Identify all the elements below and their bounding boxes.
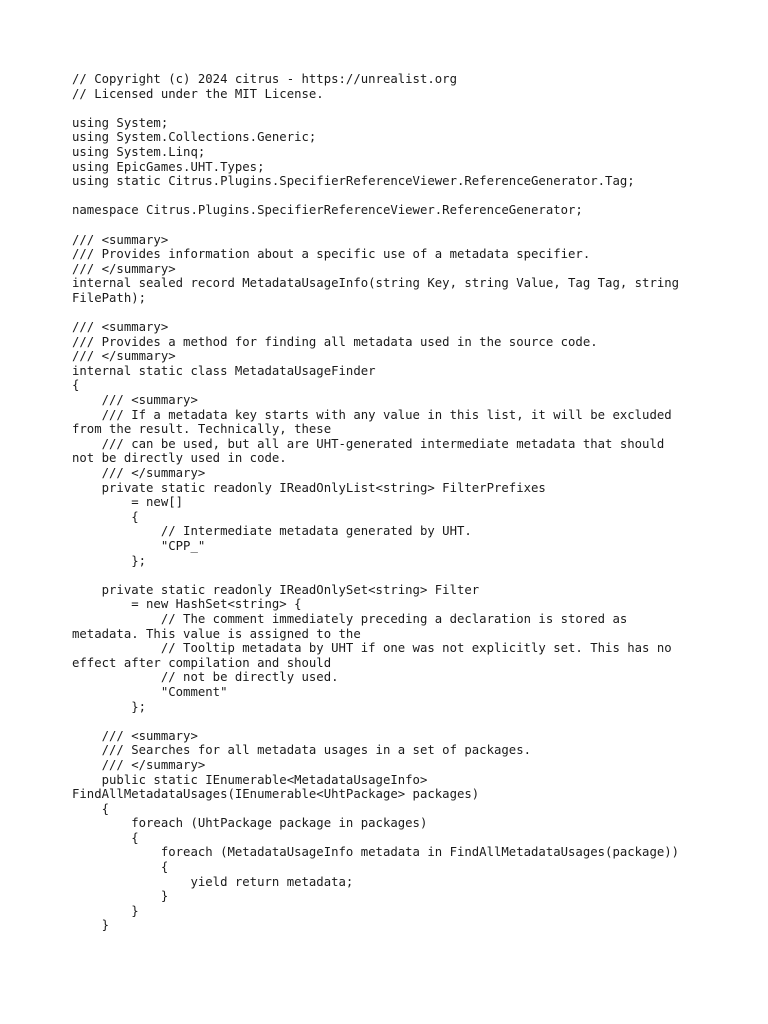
code-line	[72, 568, 712, 583]
code-line: // Licensed under the MIT License.	[72, 86, 324, 101]
code-line: // Copyright (c) 2024 citrus - https://unrealist.org	[72, 72, 457, 86]
code-line: }	[72, 918, 110, 933]
code-line	[72, 189, 712, 204]
code-line: = new HashSet<string> {	[72, 597, 302, 612]
code-line: /// If a metadata key starts with any value in this list, it will be excluded	[72, 407, 672, 422]
code-line: internal sealed record MetadataUsageInfo(string Key, string Value, Tag Tag, string	[72, 276, 680, 291]
code-line: FilePath);	[72, 290, 147, 305]
code-line: using System.Linq;	[72, 144, 206, 159]
code-line: /// </summary>	[72, 261, 176, 276]
code-line: /// <summary>	[72, 728, 198, 743]
code-line: using System.Collections.Generic;	[72, 130, 317, 145]
code-line: foreach (UhtPackage package in packages)	[72, 816, 428, 831]
code-line: /// Searches for all metadata usages in a set of packages.	[72, 743, 532, 758]
code-line: namespace Citrus.Plugins.SpecifierReferenceViewer.ReferenceGenerator;	[72, 203, 583, 218]
code-line: /// </summary>	[72, 466, 206, 481]
code-line: private static readonly IReadOnlyList<string> FilterPrefixes	[72, 480, 546, 495]
code-line: {	[72, 860, 169, 875]
code-line: using System;	[72, 115, 169, 130]
code-line: internal static class MetadataUsageFinder	[72, 363, 376, 378]
code-line: using static Citrus.Plugins.SpecifierReferenceViewer.ReferenceGenerator.Tag;	[72, 174, 635, 189]
code-line: /// </summary>	[72, 349, 176, 364]
code-line: = new[]	[72, 495, 184, 510]
code-line: "Comment"	[72, 684, 228, 699]
code-line: {	[72, 801, 110, 816]
code-line: /// </summary>	[72, 757, 206, 772]
code-line: metadata. This value is assigned to the	[72, 626, 361, 641]
code-line: private static readonly IReadOnlySet<string> Filter	[72, 582, 480, 597]
code-line: not be directly used in code.	[72, 451, 287, 466]
code-line: /// Provides information about a specific use of a metadata specifier.	[72, 247, 591, 262]
code-line: {	[72, 378, 80, 393]
code-line: FindAllMetadataUsages(IEnumerable<UhtPackage> packages)	[72, 787, 480, 802]
code-line	[72, 218, 712, 233]
code-line: // The comment immediately preceding a declaration is stored as	[72, 611, 628, 626]
code-line: {	[72, 509, 139, 524]
code-line	[72, 714, 712, 729]
code-line: }	[72, 889, 169, 904]
code-line: public static IEnumerable<MetadataUsageInfo>	[72, 772, 428, 787]
code-line: from the result. Technically, these	[72, 422, 332, 437]
code-line: foreach (MetadataUsageInfo metadata in FindAllMetadataUsages(package))	[72, 845, 680, 860]
code-line	[72, 101, 712, 116]
code-line: /// <summary>	[72, 393, 198, 408]
code-line: /// can be used, but all are UHT-generated intermediate metadata that should	[72, 436, 665, 451]
code-line: effect after compilation and should	[72, 655, 332, 670]
source-code-block	[72, 72, 712, 933]
code-line: // Intermediate metadata generated by UHT.	[72, 524, 472, 539]
code-line: /// Provides a method for finding all metadata used in the source code.	[72, 334, 598, 349]
code-line: /// <summary>	[72, 320, 169, 335]
code-line: /// <summary>	[72, 232, 169, 247]
code-line: // not be directly used.	[72, 670, 339, 685]
code-line: {	[72, 830, 139, 845]
code-line: }	[72, 903, 139, 918]
code-line: using EpicGames.UHT.Types;	[72, 159, 265, 174]
code-line: yield return metadata;	[72, 874, 354, 889]
code-line: };	[72, 699, 147, 714]
code-line: "CPP_"	[72, 539, 206, 553]
code-line: // Tooltip metadata by UHT if one was not explicitly set. This has no	[72, 641, 672, 656]
code-line: };	[72, 553, 147, 568]
code-line	[72, 306, 712, 321]
